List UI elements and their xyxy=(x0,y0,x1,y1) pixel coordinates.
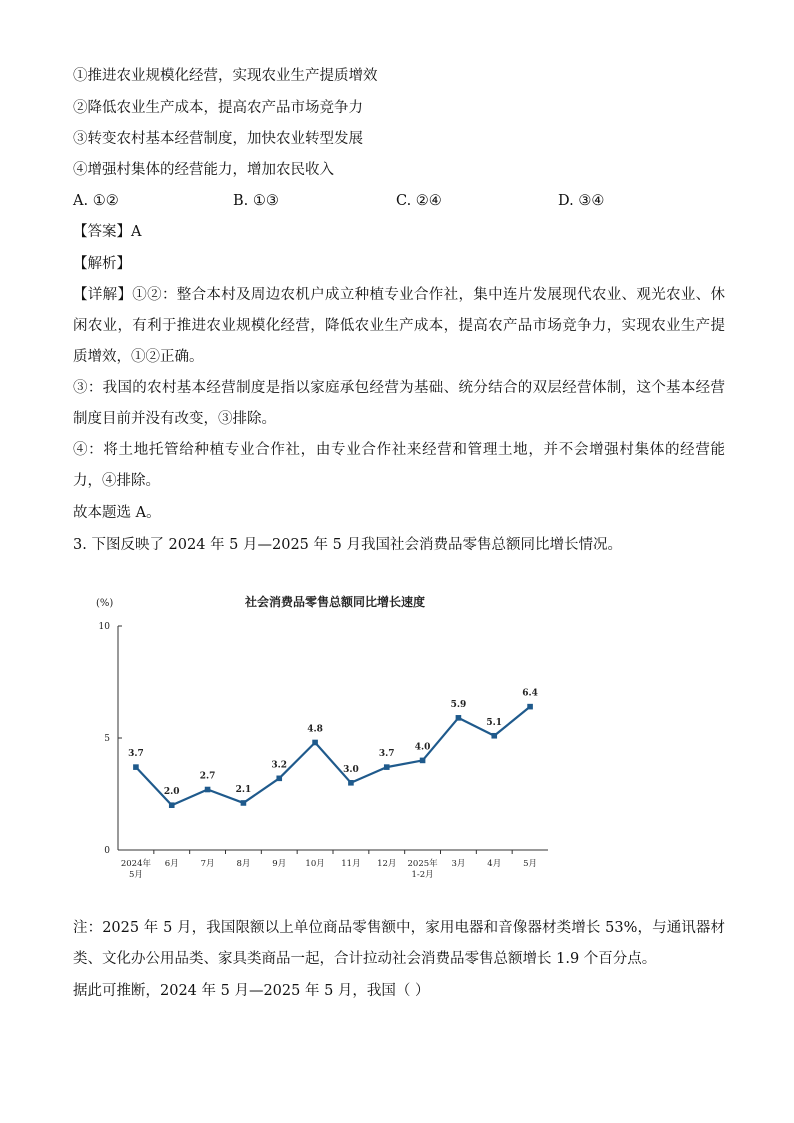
data-label: 5.1 xyxy=(486,717,503,728)
data-label: 3.7 xyxy=(378,749,395,760)
data-point xyxy=(169,802,175,808)
data-point xyxy=(205,787,211,793)
detail-paragraph-1: 【详解】①②：整合本村及周边农机户成立种植专业合作社，集中连片发展现代农业、观光农业、休闲农业，有利于推进农业规模化经营，降低农业生产成本，提高农产品市场竞争力，实现农业生产提质增效，①②正确。 xyxy=(73,287,725,365)
conclusion: 故本题选 A。 xyxy=(73,505,161,521)
data-point xyxy=(384,764,390,770)
x-tick-label: 10月 xyxy=(305,859,325,869)
question-prompt: 据此可推断，2024 年 5 月—2025 年 5 月，我国（ ） xyxy=(73,983,430,999)
x-tick-label: 12月 xyxy=(377,859,397,869)
data-label: 5.9 xyxy=(450,699,467,710)
data-point xyxy=(456,715,462,721)
x-tick-label: 4月 xyxy=(487,859,502,869)
data-point xyxy=(420,758,426,764)
data-point xyxy=(312,740,318,746)
option-b: B. ①③ xyxy=(233,193,279,209)
x-tick-label: 9月 xyxy=(272,859,287,869)
growth-line-chart xyxy=(90,590,560,890)
option-c: C. ②④ xyxy=(396,193,442,209)
chart-note: 注：2025 年 5 月，我国限额以上单位商品零售额中，家用电器和音像器材类增长 53%，与通讯器材类、文化办公用品类、家具类商品一起，合计拉动社会消费品零售总额增长 1.9 个百分点。 xyxy=(73,920,725,967)
data-label: 2.7 xyxy=(199,771,216,782)
question-3: 3. 下图反映了 2024 年 5 月—2025 年 5 月我国社会消费品零售总额同比增长情况。 xyxy=(73,537,622,553)
data-point xyxy=(133,764,139,770)
data-point xyxy=(276,776,282,782)
y-tick-label: 5 xyxy=(104,734,110,744)
statement-3: ③转变农村基本经营制度，加快农业转型发展 xyxy=(73,131,363,147)
statement-4: ④增强村集体的经营能力，增加农民收入 xyxy=(73,162,334,178)
data-label: 2.1 xyxy=(235,784,252,795)
analysis-heading: 【解析】 xyxy=(73,256,131,272)
data-label: 2.0 xyxy=(163,787,180,798)
x-tick-label: 11月 xyxy=(341,859,361,869)
data-label: 6.4 xyxy=(522,688,538,699)
x-tick-label: 8月 xyxy=(236,859,251,869)
data-point xyxy=(241,800,247,806)
data-label: 3.0 xyxy=(343,764,359,775)
y-axis-unit: (%) xyxy=(96,598,114,609)
statement-2: ②降低农业生产成本，提高农产品市场竞争力 xyxy=(73,100,363,116)
x-tick-label: 2025年 xyxy=(407,859,438,869)
option-d: D. ③④ xyxy=(558,193,605,209)
series-line xyxy=(136,707,530,806)
detail-paragraph-4: ④：将土地托管给种植专业合作社，由专业合作社来经营和管理土地，并不会增强村集体的经营能力，④排除。 xyxy=(73,442,725,489)
data-label: 4.0 xyxy=(414,742,431,753)
x-tick-label: 7月 xyxy=(200,859,215,869)
data-point xyxy=(491,733,497,739)
data-label: 3.7 xyxy=(128,749,144,760)
x-tick-label: 5月 xyxy=(128,870,143,880)
option-a: A. ①② xyxy=(73,193,119,209)
data-point xyxy=(348,780,354,786)
x-tick-label: 5月 xyxy=(523,859,538,869)
statement-1: ①推进农业规模化经营，实现农业生产提质增效 xyxy=(73,68,378,84)
x-tick-label: 6月 xyxy=(164,859,179,869)
x-tick-label: 2024年 xyxy=(120,859,151,869)
y-tick-label: 10 xyxy=(98,622,110,632)
data-label: 4.8 xyxy=(307,724,323,735)
y-tick-label: 0 xyxy=(104,846,110,856)
data-point xyxy=(527,704,533,710)
x-tick-label: 1-2月 xyxy=(411,870,434,880)
chart-title: 社会消费品零售总额同比增长速度 xyxy=(244,595,426,609)
data-label: 3.2 xyxy=(271,760,288,771)
answer: 【答案】A xyxy=(73,224,142,240)
x-tick-label: 3月 xyxy=(451,859,466,869)
detail-paragraph-3: ③：我国的农村基本经营制度是指以家庭承包经营为基础、统分结合的双层经营体制，这个基本经营制度目前并没有改变，③排除。 xyxy=(73,380,725,427)
